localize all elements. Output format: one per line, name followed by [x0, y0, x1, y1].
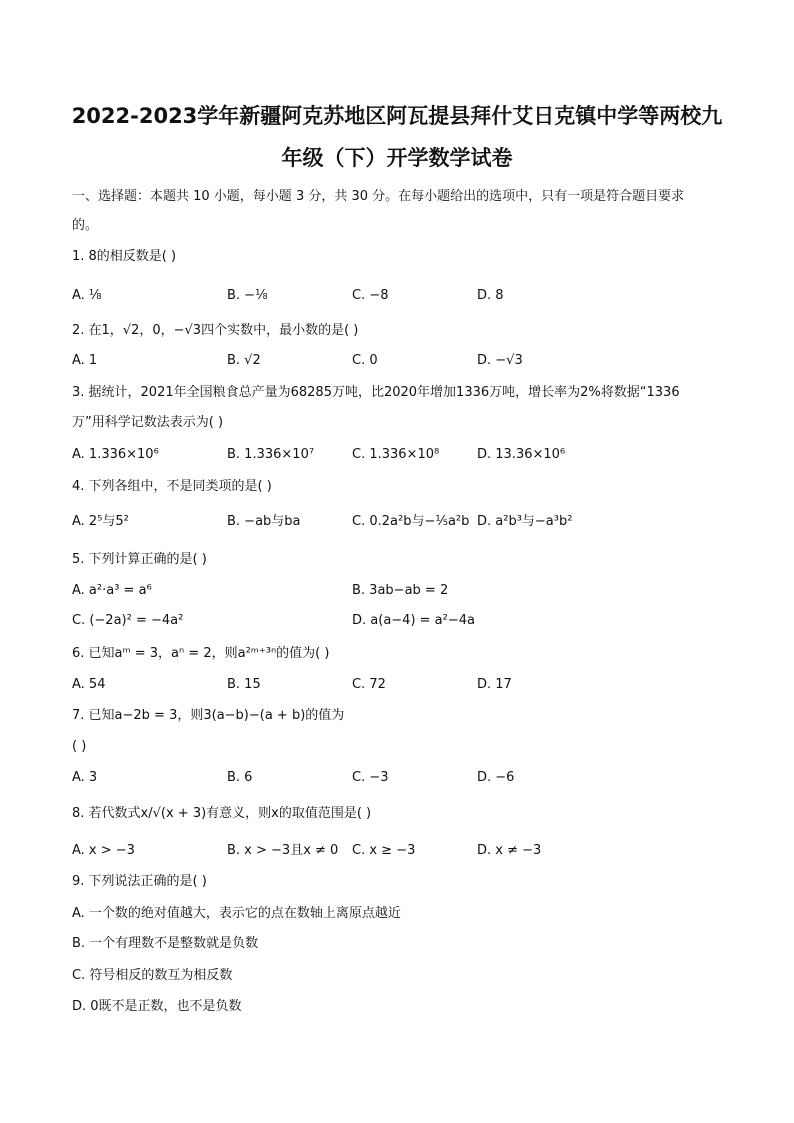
question-8-stem: 8. 若代数式x/√(x + 3)有意义，则x的取值范围是( ): [72, 806, 372, 821]
question-9-option-b: B. 一个有理数不是整数就是负数: [72, 936, 259, 951]
question-9-stem: 9. 下列说法正确的是( ): [72, 874, 207, 889]
question-1-option-b: B. −⅛: [227, 288, 268, 303]
question-3-stem: 3. 据统计，2021年全国粮食总产量为68285万吨，比2020年增加1336万吨，增长率为2%将数据“1336: [72, 385, 680, 400]
question-6-option-d: D. 17: [477, 677, 512, 692]
question-2-stem: 2. 在1，√2，0，−√3四个实数中，最小数的是( ): [72, 323, 359, 338]
question-7-option-b: B. 6: [227, 770, 253, 785]
question-8-option-b: B. x > −3且x ≠ 0: [227, 843, 339, 858]
question-7-option-c: C. −3: [352, 770, 389, 785]
question-4-option-a: A. 2⁵与5²: [72, 514, 129, 529]
question-6-option-b: B. 15: [227, 677, 261, 692]
section-instructions-line-1: 一、选择题：本题共 10 小题，每小题 3 分，共 30 分。在每小题给出的选项中，只有一项是符合题目要求: [72, 189, 685, 204]
question-3-option-c: C. 1.336×10⁸: [352, 447, 440, 462]
question-6-option-a: A. 54: [72, 677, 106, 692]
question-4-option-c: C. 0.2a²b与−⅕a²b: [352, 514, 470, 529]
question-4-stem: 4. 下列各组中，不是同类项的是( ): [72, 479, 272, 494]
question-4-option-d: D. a²b³与−a³b²: [477, 514, 573, 529]
question-8-option-d: D. x ≠ −3: [477, 843, 542, 858]
question-9-option-a: A. 一个数的绝对值越大，表示它的点在数轴上离原点越近: [72, 906, 401, 921]
question-1-option-c: C. −8: [352, 288, 389, 303]
question-5-option-b: B. 3ab−ab = 2: [352, 583, 449, 598]
question-3-option-b: B. 1.336×10⁷: [227, 447, 315, 462]
question-2-option-a: A. 1: [72, 353, 98, 368]
question-7-option-a: A. 3: [72, 770, 98, 785]
question-7-option-d: D. −6: [477, 770, 515, 785]
question-5-option-c: C. (−2a)² = −4a²: [72, 613, 184, 628]
question-1-stem: 1. 8的相反数是( ): [72, 249, 177, 264]
question-2-option-d: D. −√3: [477, 353, 523, 368]
question-3-option-d: D. 13.36×10⁶: [477, 447, 566, 462]
question-1-option-a: A. ⅛: [72, 288, 102, 303]
question-2-option-b: B. √2: [227, 353, 261, 368]
question-6-option-c: C. 72: [352, 677, 386, 692]
question-5-option-d: D. a(a−4) = a²−4a: [352, 613, 475, 628]
question-5-stem: 5. 下列计算正确的是( ): [72, 552, 207, 567]
question-8-option-a: A. x > −3: [72, 843, 135, 858]
question-5-option-a: A. a²·a³ = a⁶: [72, 583, 152, 598]
question-4-option-b: B. −ab与ba: [227, 514, 301, 529]
exam-title-line-2: 年级（下）开学数学试卷: [281, 146, 513, 170]
question-3-option-a: A. 1.336×10⁶: [72, 447, 159, 462]
question-6-stem: 6. 已知aᵐ = 3，aⁿ = 2，则a²ᵐ⁺³ⁿ的值为( ): [72, 646, 330, 661]
question-9-option-c: C. 符号相反的数互为相反数: [72, 968, 233, 983]
question-3-stem-continued: 万”用科学记数法表示为( ): [72, 415, 224, 430]
exam-title-line-1: 2022-2023学年新疆阿克苏地区阿瓦提县拜什艾日克镇中学等两校九: [71, 104, 723, 128]
question-7-stem: 7. 已知a−2b = 3，则3(a−b)−(a + b)的值为: [72, 708, 345, 723]
question-2-option-c: C. 0: [352, 353, 378, 368]
question-8-option-c: C. x ≥ −3: [352, 843, 416, 858]
question-7-stem-continued: ( ): [72, 739, 87, 754]
question-9-option-d: D. 0既不是正数，也不是负数: [72, 999, 242, 1014]
section-instructions-line-2: 的。: [72, 218, 99, 233]
question-1-option-d: D. 8: [477, 288, 504, 303]
